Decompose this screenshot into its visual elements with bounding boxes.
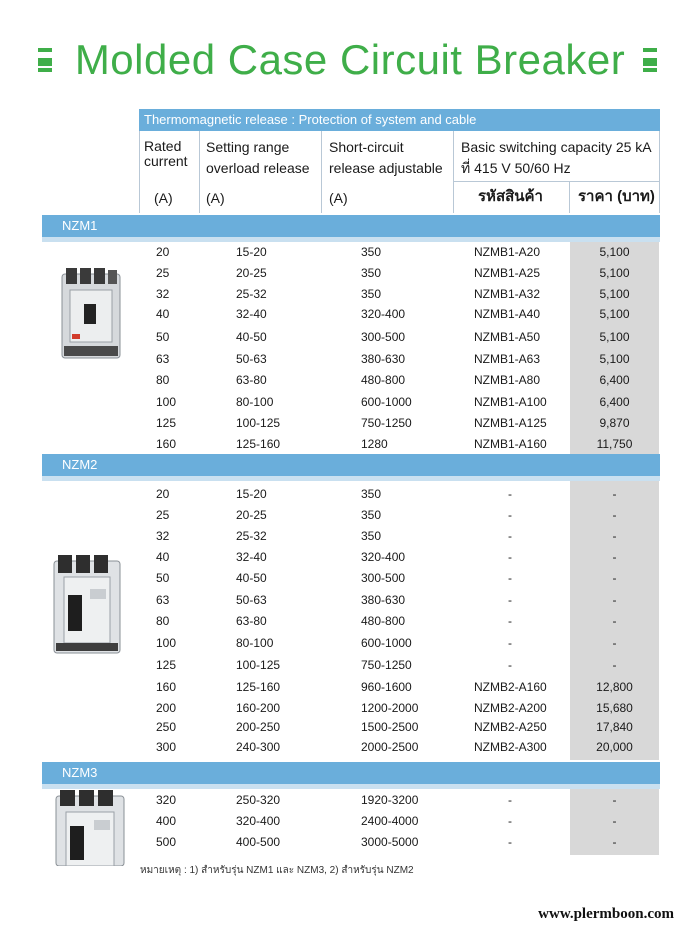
cell-setting-range: 250-320 (236, 793, 281, 807)
cell-short-circuit: 380-630 (361, 352, 406, 366)
cell-price: 15,680 (596, 701, 633, 715)
cell-setting-range: 100-125 (236, 416, 281, 430)
cell-setting-range: 63-80 (236, 373, 267, 387)
cell-price: 5,100 (599, 266, 630, 280)
cell-setting-range: 40-50 (236, 571, 267, 585)
cell-rated-current: 125 (156, 658, 177, 672)
page-title: Molded Case Circuit Breaker (74, 36, 626, 83)
section-band-nzm3 (42, 762, 660, 784)
cell-setting-range: 40-50 (236, 330, 267, 344)
cell-short-circuit: 350 (361, 529, 382, 543)
cell-price: - (612, 814, 617, 828)
cell-rated-current: 250 (156, 720, 177, 734)
short-unit: (A) (329, 190, 348, 206)
cell-rated-current: 160 (156, 680, 177, 694)
cell-setting-range: 32-40 (236, 307, 267, 321)
cell-short-circuit: 600-1000 (361, 636, 412, 650)
cell-setting-range: 320-400 (236, 814, 281, 828)
cell-setting-range: 125-160 (236, 437, 281, 451)
header-band (139, 109, 660, 131)
price-header: ราคา (บาท) (578, 188, 655, 205)
cell-price: 5,100 (599, 352, 630, 366)
title-right-decoration (643, 58, 657, 66)
cell-short-circuit: 300-500 (361, 330, 406, 344)
section-strip (42, 784, 660, 789)
basic-header-line2: ที่ 415 V 50/60 Hz (461, 160, 571, 176)
cell-setting-range: 25-32 (236, 287, 267, 301)
basic-header-line1: Basic switching capacity 25 kA (461, 139, 652, 155)
cell-product-code: - (508, 835, 512, 849)
cell-short-circuit: 3000-5000 (361, 835, 419, 849)
section-band-nzm1 (42, 215, 660, 237)
cell-price: - (612, 529, 617, 543)
cell-price: - (612, 658, 617, 672)
section-title-nzm2: NZM2 (62, 457, 98, 472)
short-header (329, 137, 443, 179)
cell-price: - (612, 593, 617, 607)
cell-product-code: - (508, 508, 512, 522)
cell-price: 9,870 (599, 416, 630, 430)
header-divider (453, 181, 660, 182)
cell-rated-current: 200 (156, 701, 177, 715)
cell-rated-current: 20 (156, 487, 170, 501)
header-divider (569, 181, 570, 213)
basic-header (461, 137, 652, 179)
cell-setting-range: 15-20 (236, 245, 267, 259)
cell-rated-current: 50 (156, 330, 170, 344)
rated-header-line1: Rated (144, 138, 182, 154)
cell-rated-current: 400 (156, 814, 177, 828)
cell-price: - (612, 793, 617, 807)
cell-product-code: NZMB1-A40 (474, 307, 541, 321)
cell-product-code: - (508, 614, 512, 628)
cell-price: - (612, 636, 617, 650)
cell-setting-range: 25-32 (236, 529, 267, 543)
section-strip (42, 476, 660, 481)
cell-price: - (612, 571, 617, 585)
cell-product-code: NZMB1-A32 (474, 287, 541, 301)
rated-header-line2: current (144, 153, 188, 169)
cell-price: - (612, 487, 617, 501)
section-strip (42, 237, 660, 242)
cell-short-circuit: 350 (361, 487, 382, 501)
cell-product-code: - (508, 571, 512, 585)
cell-setting-range: 20-25 (236, 508, 267, 522)
range-header (206, 137, 310, 179)
short-header-line2: release adjustable (329, 160, 443, 176)
section-title-nzm3: NZM3 (62, 765, 98, 780)
cell-product-code: - (508, 487, 512, 501)
range-unit: (A) (206, 190, 225, 206)
header-divider (139, 131, 140, 213)
cell-short-circuit: 600-1000 (361, 395, 412, 409)
cell-setting-range: 80-100 (236, 636, 274, 650)
header-band-text: Thermomagnetic release : Protection of system and cable (144, 112, 477, 127)
cell-setting-range: 125-160 (236, 680, 281, 694)
cell-product-code: - (508, 636, 512, 650)
cell-product-code: NZMB1-A50 (474, 330, 541, 344)
cell-price: 12,800 (596, 680, 633, 694)
cell-rated-current: 160 (156, 437, 177, 451)
cell-product-code: NZMB1-A20 (474, 245, 541, 259)
cell-rated-current: 32 (156, 287, 170, 301)
range-header-line1: Setting range (206, 139, 290, 155)
cell-short-circuit: 380-630 (361, 593, 406, 607)
cell-short-circuit: 300-500 (361, 571, 406, 585)
cell-product-code: NZMB2-A300 (474, 740, 547, 754)
cell-setting-range: 400-500 (236, 835, 281, 849)
cell-product-code: NZMB1-A63 (474, 352, 541, 366)
cell-short-circuit: 350 (361, 266, 382, 280)
footnote: หมายเหตุ : 1) สำหรับรุ่น NZM1 และ NZM3, 2) สำหรับรุ่น NZM2 (140, 865, 414, 876)
page-title-block (0, 30, 700, 90)
cell-price: 5,100 (599, 287, 630, 301)
cell-setting-range: 63-80 (236, 614, 267, 628)
cell-rated-current: 40 (156, 307, 170, 321)
cell-short-circuit: 1920-3200 (361, 793, 419, 807)
section-band-nzm2 (42, 454, 660, 476)
website-footer: www.plermboon.com (538, 906, 674, 922)
cell-rated-current: 300 (156, 740, 177, 754)
short-header-line1: Short-circuit (329, 139, 404, 155)
rated-header (144, 137, 188, 171)
cell-price: 6,400 (599, 373, 630, 387)
cell-short-circuit: 1200-2000 (361, 701, 419, 715)
title-left-decoration (38, 58, 52, 66)
header-divider (453, 131, 454, 213)
nzm1-breaker-image (60, 268, 122, 360)
cell-price: 11,750 (596, 437, 633, 451)
rated-unit: (A) (154, 190, 173, 206)
cell-short-circuit: 750-1250 (361, 658, 412, 672)
cell-short-circuit: 750-1250 (361, 416, 412, 430)
cell-product-code: NZMB1-A25 (474, 266, 541, 280)
cell-setting-range: 15-20 (236, 487, 267, 501)
cell-setting-range: 100-125 (236, 658, 281, 672)
cell-short-circuit: 350 (361, 245, 382, 259)
cell-product-code: - (508, 529, 512, 543)
cell-price: 5,100 (599, 245, 630, 259)
cell-product-code: NZMB1-A80 (474, 373, 541, 387)
nzm2-breaker-image (52, 555, 122, 655)
cell-product-code: NZMB2-A250 (474, 720, 547, 734)
cell-price: - (612, 550, 617, 564)
cell-setting-range: 80-100 (236, 395, 274, 409)
cell-price: 5,100 (599, 307, 630, 321)
cell-price: - (612, 835, 617, 849)
cell-product-code: NZMB2-A160 (474, 680, 547, 694)
cell-short-circuit: 480-800 (361, 614, 406, 628)
cell-rated-current: 32 (156, 529, 170, 543)
cell-rated-current: 125 (156, 416, 177, 430)
cell-product-code: - (508, 593, 512, 607)
cell-rated-current: 25 (156, 266, 170, 280)
cell-setting-range: 160-200 (236, 701, 281, 715)
cell-rated-current: 100 (156, 636, 177, 650)
cell-price: 6,400 (599, 395, 630, 409)
cell-rated-current: 500 (156, 835, 177, 849)
header-divider (199, 131, 200, 213)
cell-product-code: - (508, 550, 512, 564)
cell-short-circuit: 350 (361, 287, 382, 301)
cell-short-circuit: 320-400 (361, 550, 406, 564)
cell-short-circuit: 480-800 (361, 373, 406, 387)
cell-setting-range: 200-250 (236, 720, 281, 734)
cell-setting-range: 240-300 (236, 740, 281, 754)
cell-setting-range: 50-63 (236, 352, 267, 366)
cell-rated-current: 63 (156, 593, 170, 607)
cell-product-code: NZMB1-A125 (474, 416, 547, 430)
cell-short-circuit: 1280 (361, 437, 388, 451)
cell-product-code: NZMB2-A200 (474, 701, 547, 715)
cell-short-circuit: 960-1600 (361, 680, 412, 694)
cell-rated-current: 100 (156, 395, 177, 409)
cell-product-code: - (508, 793, 512, 807)
cell-short-circuit: 350 (361, 508, 382, 522)
cell-price: - (612, 614, 617, 628)
cell-setting-range: 20-25 (236, 266, 267, 280)
section-title-nzm1: NZM1 (62, 218, 98, 233)
cell-product-code: - (508, 658, 512, 672)
cell-rated-current: 50 (156, 571, 170, 585)
cell-rated-current: 80 (156, 614, 170, 628)
cell-rated-current: 63 (156, 352, 170, 366)
header-divider (321, 131, 322, 213)
cell-product-code: NZMB1-A160 (474, 437, 547, 451)
cell-product-code: - (508, 814, 512, 828)
cell-price: - (612, 508, 617, 522)
cell-short-circuit: 320-400 (361, 307, 406, 321)
cell-short-circuit: 1500-2500 (361, 720, 419, 734)
cell-short-circuit: 2000-2500 (361, 740, 419, 754)
cell-setting-range: 50-63 (236, 593, 267, 607)
cell-price: 17,840 (596, 720, 633, 734)
cell-price: 20,000 (596, 740, 633, 754)
cell-rated-current: 320 (156, 793, 177, 807)
cell-price: 5,100 (599, 330, 630, 344)
code-header: รหัสสินค้า (478, 188, 543, 205)
cell-product-code: NZMB1-A100 (474, 395, 547, 409)
header-divider (659, 131, 660, 213)
nzm3-breaker-image (54, 790, 126, 866)
cell-setting-range: 32-40 (236, 550, 267, 564)
cell-rated-current: 80 (156, 373, 170, 387)
cell-rated-current: 20 (156, 245, 170, 259)
range-header-line2: overload release (206, 160, 310, 176)
cell-rated-current: 25 (156, 508, 170, 522)
cell-short-circuit: 2400-4000 (361, 814, 419, 828)
cell-rated-current: 40 (156, 550, 170, 564)
